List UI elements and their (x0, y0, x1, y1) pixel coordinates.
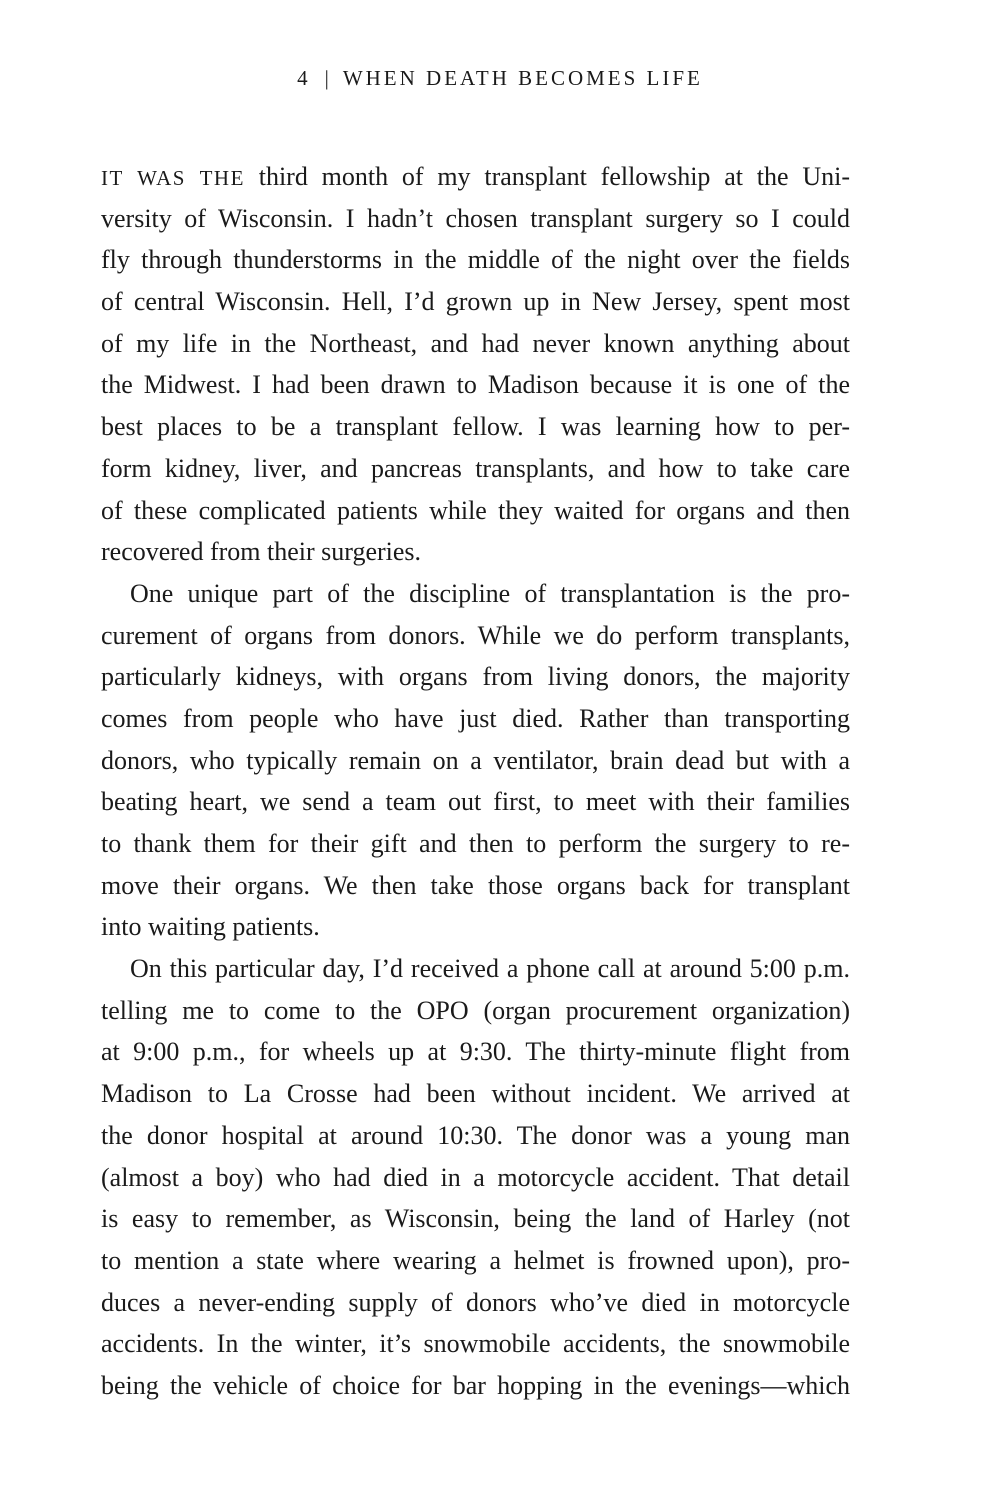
text-line (101, 156, 850, 198)
header-separator: | (324, 66, 329, 90)
text-line: comes from people who have just died. Rather than transporting (101, 703, 850, 733)
text-line: curement of organs from donors. While we do perform transplants, (101, 620, 850, 650)
text-line: fly through thunderstorms in the middle of the night over the fields (101, 245, 850, 275)
page-number: 4 (297, 66, 311, 90)
text-line: Madison to La Crosse had been without incident. We arrived at (101, 1079, 850, 1109)
text-line: On this particular day, I’d received a phone call at around 5:00 p.m. (130, 954, 850, 984)
body-text (101, 156, 850, 1407)
text-line: of these complicated patients while they waited for organs and then (101, 495, 850, 525)
text-line: the donor hospital at around 10:30. The donor was a young man (101, 1120, 850, 1150)
text-line: of my life in the Northeast, and had never known anything about (101, 328, 850, 358)
text-line: to thank them for their gift and then to perform the surgery to re- (101, 829, 850, 858)
text-line: recovered from their surgeries. (101, 537, 422, 567)
text-line: into waiting patients. (101, 912, 320, 942)
text-line: telling me to come to the OPO (organ procurement organization) (101, 995, 850, 1025)
text-line: (almost a boy) who had died in a motorcycle accident. That detail (101, 1162, 850, 1192)
text-line: at 9:00 p.m., for wheels up at 9:30. The thirty-minute flight from (101, 1037, 850, 1067)
running-head (0, 64, 1000, 92)
text-line: to mention a state where wearing a helmet is frowned upon), pro- (101, 1245, 850, 1275)
text-line: of central Wisconsin. Hell, I’d grown up in New Jersey, spent most (101, 287, 850, 317)
text-line: particularly kidneys, with organs from living donors, the majority (101, 662, 850, 692)
text-line: versity of Wisconsin. I hadn’t chosen transplant surgery so I could (101, 203, 850, 233)
text-line: accidents. In the winter, it’s snowmobile accidents, the snowmobile (101, 1329, 850, 1359)
text-line: beating heart, we send a team out first, to meet with their families (101, 787, 850, 817)
lead-in-smallcaps: IT WAS THE (101, 166, 245, 190)
book-title: WHEN DEATH BECOMES LIFE (342, 66, 703, 90)
line-text: third month of my transplant fellowship at the Uni- (244, 162, 850, 191)
text-line: best places to be a transplant fellow. I was learning how to per- (101, 412, 850, 442)
text-line: form kidney, liver, and pancreas transplants, and how to take care (101, 453, 850, 483)
text-line: One unique part of the discipline of transplantation is the pro- (130, 578, 850, 608)
text-line: is easy to remember, as Wisconsin, being the land of Harley (not (101, 1204, 850, 1234)
text-line: the Midwest. I had been drawn to Madison because it is one of the (101, 370, 850, 400)
text-line: duces a never-ending supply of donors who’ve died in motorcycle (101, 1287, 850, 1317)
text-line: being the vehicle of choice for bar hopping in the evenings—which (101, 1370, 850, 1400)
text-line: donors, who typically remain on a ventilator, brain dead but with a (101, 745, 850, 775)
text-line: move their organs. We then take those organs back for transplant (101, 870, 850, 900)
